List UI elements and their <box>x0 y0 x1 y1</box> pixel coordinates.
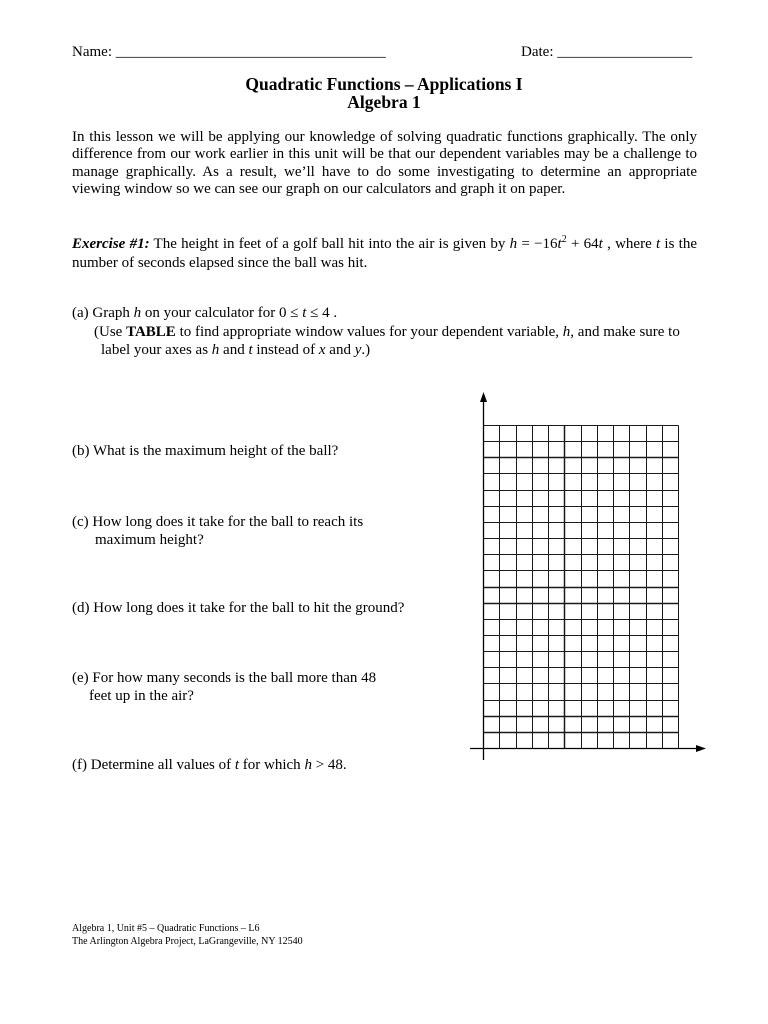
text-run: t <box>248 342 253 358</box>
text-run: Exercise #1: <box>72 236 150 252</box>
text-run: = −16 <box>517 236 558 252</box>
text-run: is the <box>660 236 697 252</box>
text-run: x <box>318 342 326 358</box>
text-run: label your axes as <box>101 342 212 358</box>
text-run: h <box>509 236 518 252</box>
text-run: t <box>557 236 562 252</box>
text-run: The height in feet of a golf ball hit into the air is given by <box>149 236 510 252</box>
text-run: h <box>133 305 142 321</box>
text-run: + 64 <box>566 236 599 252</box>
text-line: maximum height? <box>95 532 204 548</box>
text-line: The Arlington Algebra Project, LaGrangeville, NY 12540 <box>72 935 303 947</box>
text-run: , where <box>602 236 656 252</box>
question-e <box>72 669 697 705</box>
text-run: (Use <box>94 323 127 340</box>
text-line <box>72 323 697 342</box>
text-run: h <box>211 342 220 358</box>
text-run: for which <box>239 757 305 773</box>
text-line: feet up in the air? <box>89 688 194 704</box>
text-run: y <box>354 342 362 358</box>
question-a <box>72 304 697 360</box>
text-line: number of seconds elapsed since the ball was hit. <box>72 255 368 271</box>
text-run: t <box>598 236 603 252</box>
intro-paragraph <box>72 129 697 198</box>
text-run: t <box>302 305 307 321</box>
question-d <box>72 600 697 617</box>
text-run: t <box>234 757 240 773</box>
text-line: difference from our work earlier in this unit will be that our dependent variables may be a challenge to <box>72 146 697 163</box>
text-run: h <box>304 757 312 773</box>
exercise-1-prompt <box>72 235 697 273</box>
text-line <box>72 235 697 254</box>
text-line: (c) How long does it take for the ball to reach its <box>72 514 364 530</box>
page-title: Quadratic Functions – Applications I <box>245 74 523 94</box>
page-subtitle: Algebra 1 <box>347 92 421 112</box>
text-run: (f) Determine all values of <box>72 757 235 773</box>
text-run: and <box>219 342 249 358</box>
question-f <box>72 757 697 774</box>
text-run: instead of <box>252 342 319 358</box>
text-run: t <box>655 236 661 252</box>
superscript: 2 <box>561 234 567 245</box>
text-run: to find appropriate window values for your dependent variable, <box>175 323 563 340</box>
text-line: (b) What is the maximum height of the ball? <box>72 443 339 459</box>
question-c <box>72 513 697 549</box>
text-line <box>72 341 697 360</box>
text-run: ≤ 4 . <box>306 305 338 321</box>
text-run: and <box>325 342 355 358</box>
text-line: Algebra 1, Unit #5 – Quadratic Functions – L6 <box>72 922 260 934</box>
footer <box>72 922 697 948</box>
text-line <box>72 757 697 774</box>
text-line: (e) For how many seconds is the ball more than 48 <box>72 670 377 686</box>
horizontal-axis-arrowhead <box>696 745 706 752</box>
title-block <box>0 75 768 111</box>
text-line: viewing window so we can see our graph on our calculators and graph it on paper. <box>72 180 566 197</box>
name-field: Name: ____________________________________ <box>72 44 386 60</box>
text-run: .) <box>361 342 371 358</box>
text-line <box>72 304 697 323</box>
vertical-axis-arrowhead <box>480 392 487 402</box>
text-run: TABLE <box>126 323 176 340</box>
date-field: Date: __________________ <box>521 44 693 60</box>
text-run: and make sure to <box>574 323 680 340</box>
text-line: In this lesson we will be applying our knowledge of solving quadratic functions graphically. The only <box>72 129 697 145</box>
text-run: (a) Graph <box>72 305 134 321</box>
question-b <box>72 443 697 460</box>
text-run: > 48. <box>311 757 347 773</box>
text-run: h, <box>562 323 575 340</box>
text-line: manage graphically. As a result, we’ll have to do some investigating to determine an appropriate <box>72 163 697 180</box>
text-line: (d) How long does it take for the ball to hit the ground? <box>72 600 405 616</box>
text-run: on your calculator for 0 ≤ <box>141 305 303 321</box>
